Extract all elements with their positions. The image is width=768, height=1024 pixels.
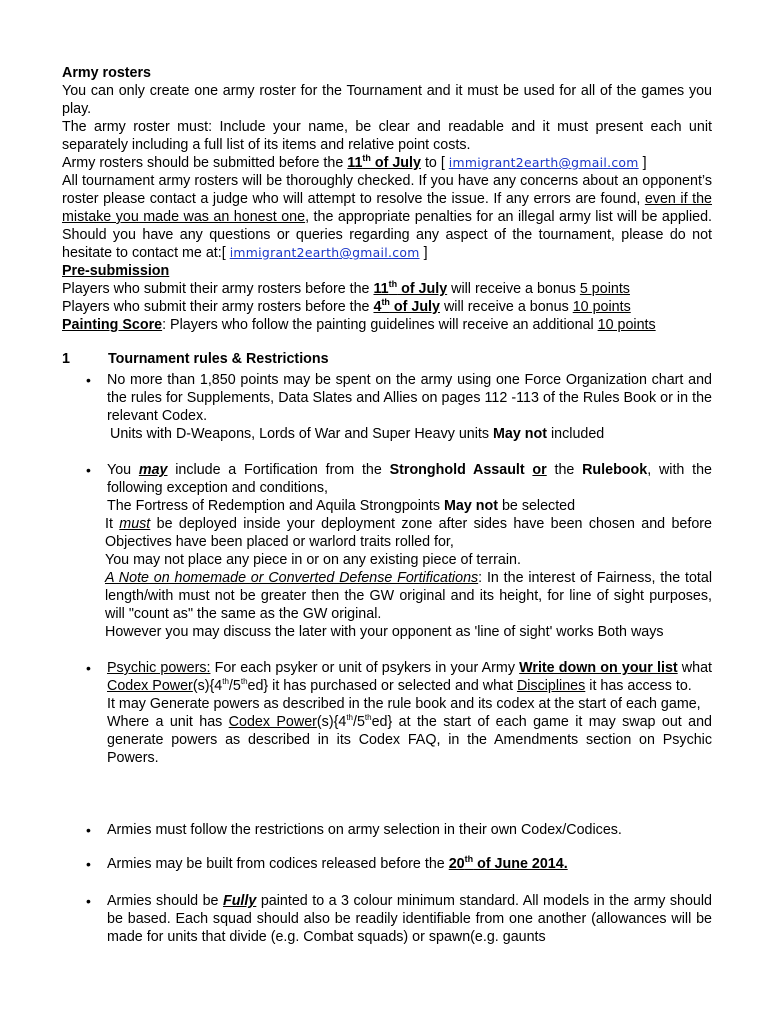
email-link-2[interactable]: immigrant2earth@gmail.com — [229, 245, 420, 260]
painting-score-line: Painting Score: Players who follow the painting guidelines will receive an additional 10 points — [62, 317, 656, 333]
roster-paragraph-4: All tournament army rosters will be thoroughly checked. If you have any concerns about an opponent’s roster please contact a judge who will attempt to resolve the issue. If any errors are found, even if the mistake you made was an honest one, the appropriate penalties for an illegal army list will be applied. Should you have any questions or queries regarding any aspect of the tournament, please do not hesitate to contact me at:[ immigrant2earth@gmail.com ] — [62, 173, 713, 261]
roster-deadline-line: Army rosters should be submitted before the 11th of July to [ immigrant2earth@gmail.com ] — [62, 153, 647, 171]
roster-paragraph-1: You can only create one army roster for the Tournament and it must be used for all of the games you play. — [62, 83, 712, 117]
pre-submission-heading: Pre-submission — [62, 263, 170, 279]
roster-paragraph-2: The army roster must: Include your name, be clear and readable and it must present each unit separately including a full list of its items and relative point costs. — [62, 119, 712, 153]
pre-submission-line-1: Players who submit their army rosters before the 11th of July will receive a bonus 5 points — [62, 279, 630, 297]
list-item: • Armies may be built from codices released before the 20th of June 2014. — [86, 854, 568, 872]
army-rosters-heading: Army rosters — [62, 65, 151, 81]
section-1-heading: 1 Tournament rules & Restrictions — [62, 351, 329, 367]
deadline-date: 11th of July — [347, 153, 421, 171]
email-link[interactable]: immigrant2earth@gmail.com — [448, 155, 639, 170]
list-item: • No more than 1,850 points may be spent on the army using one Force Organization chart and the rules for Supplements, Data Slates and Allies on pages 112 -113 of the Rules Book or in the relevant Codex. Units with D-Weapons, Lords of War and Super Heavy units May not included — [86, 372, 712, 442]
bullet-icon: • — [86, 660, 91, 676]
pre-submission-line-2: Players who submit their army rosters before the 4th of July will receive a bonus 10 points — [62, 297, 631, 315]
list-item: • Armies must follow the restrictions on army selection in their own Codex/Codices. — [86, 822, 622, 838]
list-item: • Armies should be Fully painted to a 3 colour minimum standard. All models in the army should be based. Each squad should also be readily identifiable from one another (allowances will be made for units that divide (e.g. Combat squads) or spawn(e.g. gaunts — [86, 893, 712, 945]
list-item: • Psychic powers: For each psyker or unit of psykers in your Army Write down on your list what Codex Power(s){4th/5thed} it has purchased or selected and what Disciplines it has access to. It may Generate powers as described in the rule book and its codex at the start of each game, Where a unit has Codex Power(s){4th/5thed} at the start of each game it may swap out and generate powers as described in its Codex FAQ, in the Amendments section on Psychic Powers. — [86, 660, 713, 766]
bullet-icon: • — [86, 822, 91, 838]
bullet-icon: • — [86, 856, 91, 872]
bullet-icon: • — [86, 372, 91, 388]
bullet-icon: • — [86, 893, 91, 909]
bullet-icon: • — [86, 462, 91, 478]
list-item: • You may include a Fortification from the Stronghold Assault or the Rulebook, with the following exception and conditions, The Fortress of Redemption and Aquila Strongpoints May not be selected It must be deployed inside your deployment zone after sides have been chosen and before Objectives have been placed or warlord traits rolled for, You may not place any piece in or on any existing piece of terrain. A Note on homemade or Converted Defense Fortifications: In the interest of Fairness, the total length/with must not be greater then the GW original and its height, for line of sight purposes, will "count as" the same as the GW original. However you may discuss the later with your opponent as 'line of sight' works Both ways — [86, 462, 713, 640]
army-rosters-section — [62, 64, 712, 334]
